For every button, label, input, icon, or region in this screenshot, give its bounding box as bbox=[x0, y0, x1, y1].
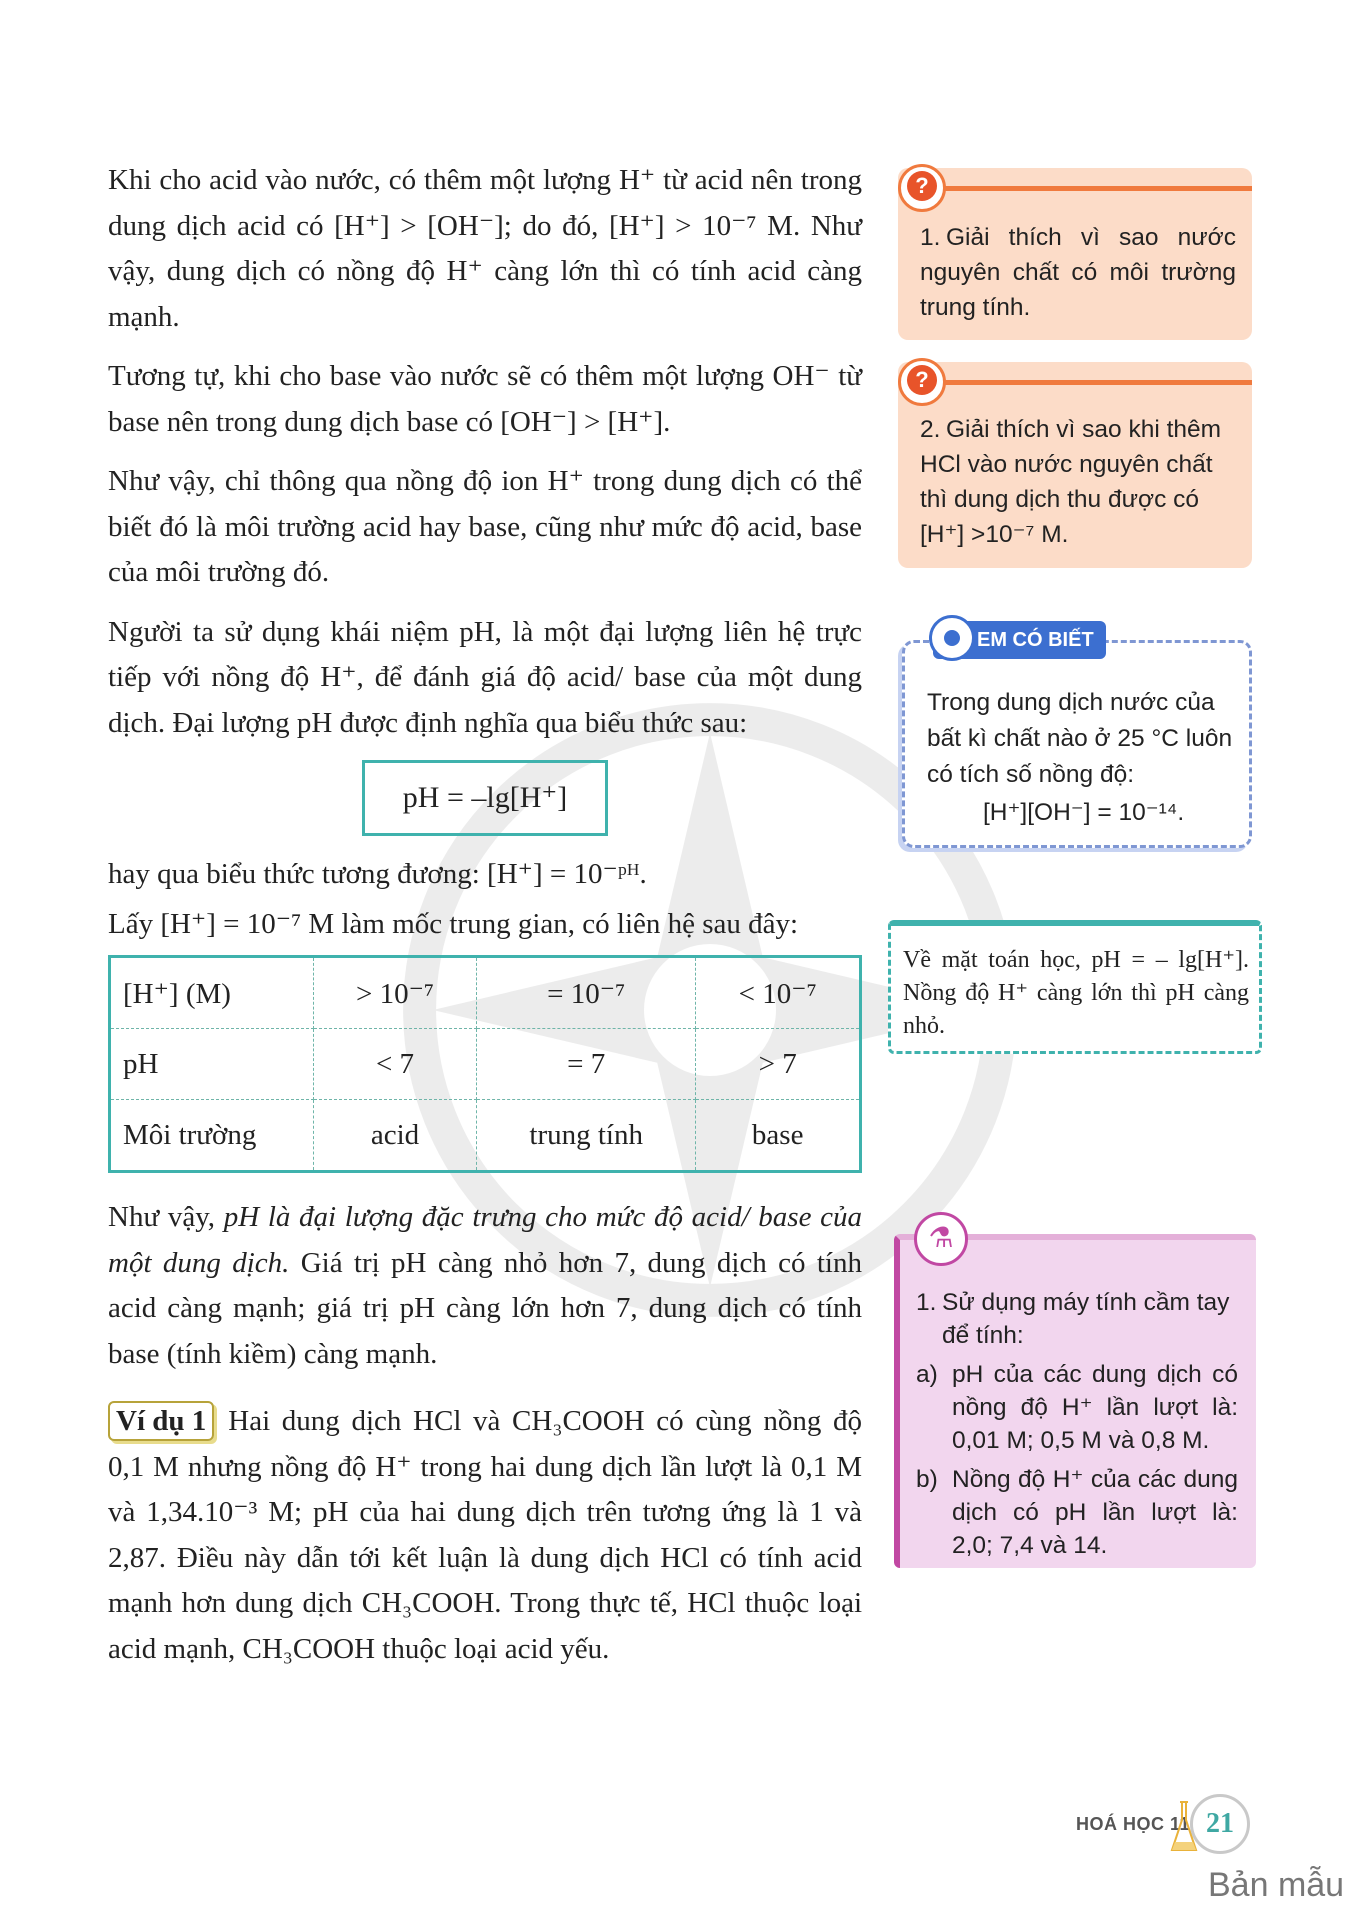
paragraph-base: Tương tự, khi cho base vào nước sẽ có thêm một lượng OH⁻ từ base nên trong dung dịch base có [OH⁻] > [H⁺]. bbox=[108, 360, 862, 438]
practice-text-b: Nồng độ H⁺ của các dung dịch có pH lần lượt là: 2,0; 7,4 và 14. bbox=[952, 1466, 1238, 1559]
question-body: Giải thích vì sao nước nguyên chất có môi trường trung tính. bbox=[920, 224, 1236, 321]
question-bar bbox=[938, 380, 1252, 385]
practice-intro bbox=[916, 1286, 1238, 1352]
paragraph-acid: Khi cho acid vào nước, có thêm một lượng H⁺ từ acid nên trong dung dịch acid có [H⁺] > [OH⁻]; do đó, [H⁺] > 10⁻⁷ M. Như vậy, dung dịch có nồng độ H⁺ càng lớn thì có tính acid càng mạnh. bbox=[108, 164, 862, 333]
question-bar bbox=[938, 186, 1252, 191]
example-label: Ví dụ 1 bbox=[108, 1401, 214, 1441]
question-number: 2. bbox=[920, 416, 941, 443]
table-cell: < 10⁻⁷ bbox=[696, 957, 861, 1029]
did-you-know-tag bbox=[933, 621, 1106, 659]
practice-text-a: pH của các dung dịch có nồng độ H⁺ lần lượt là: 0,01 M; 0,5 M và 0,8 M. bbox=[952, 1361, 1238, 1454]
question-number: 1. bbox=[920, 224, 941, 251]
did-you-know-text bbox=[927, 685, 1233, 831]
table-cell: > 7 bbox=[696, 1029, 861, 1100]
atom-icon bbox=[929, 615, 975, 661]
ph-formula-box: pH = –lg[H⁺] bbox=[362, 760, 608, 836]
practice-label-b: b) bbox=[916, 1466, 938, 1493]
example-text: Hai dung dịch HCl và CH₃COOH có cùng nồng độ 0,1 M nhưng nồng độ H⁺ trong hai dung dịch lần lượt là 0,1 M và 1,34.10⁻³ M; pH của hai dung dịch trên tương ứng là 1 và 2,87. Điều này dẫn tới kết luận là dung dịch HCl có tính acid mạnh hơn dung dịch CH₃COOH. Trong thực tế, HCl thuộc loại acid mạnh, CH₃COOH thuộc loại acid yếu. bbox=[108, 1405, 862, 1665]
practice-label-a: a) bbox=[916, 1361, 938, 1388]
sample-stamp: Bản mẫu bbox=[1208, 1866, 1345, 1904]
practice-item-a bbox=[916, 1358, 1238, 1457]
table-row bbox=[110, 957, 861, 1029]
practice-card bbox=[894, 1234, 1256, 1568]
ph-table bbox=[108, 955, 862, 1173]
table-cell: < 7 bbox=[314, 1029, 477, 1100]
page-number: 21 bbox=[1190, 1794, 1250, 1854]
math-note-card bbox=[888, 920, 1262, 1054]
paragraph-conclusion: Như vậy, chỉ thông qua nồng độ ion H⁺ trong dung dịch có thể biết đó là môi trường acid hay base, cũng như mức độ acid, base của môi trường đó. bbox=[108, 465, 862, 588]
table-cell: trung tính bbox=[477, 1100, 696, 1172]
practice-number: 1. bbox=[916, 1289, 937, 1316]
question-icon bbox=[898, 164, 946, 212]
did-you-know-formula: [H⁺][OH⁻] = 10⁻¹⁴. bbox=[983, 799, 1185, 826]
example-1 bbox=[108, 1399, 862, 1672]
table-cell: > 10⁻⁷ bbox=[314, 957, 477, 1029]
book-title: HOÁ HỌC 11 bbox=[1076, 1814, 1191, 1834]
paragraph-ph-definition: Người ta sử dụng khái niệm pH, là một đại lượng liên hệ trực tiếp với nồng độ H⁺, để đánh giá độ acid/ base của một dung dịch. Đại lượng pH được định nghĩa qua biểu thức sau: bbox=[108, 615, 862, 739]
flask-icon bbox=[914, 1212, 968, 1266]
table-cell: = 10⁻⁷ bbox=[477, 957, 696, 1029]
table-row bbox=[110, 1029, 861, 1100]
question-text bbox=[920, 412, 1236, 552]
practice-item-b bbox=[916, 1463, 1238, 1562]
ph-meaning-lead: Như vậy, bbox=[108, 1201, 224, 1233]
table-cell: base bbox=[696, 1100, 861, 1172]
question-text bbox=[920, 220, 1236, 325]
table-cell: acid bbox=[314, 1100, 477, 1172]
question-body: Giải thích vì sao khi thêm HCl vào nước nguyên chất thì dung dịch thu được có [H⁺] >10⁻⁷ M. bbox=[920, 416, 1222, 548]
question-card-1 bbox=[898, 168, 1252, 340]
table-cell: Môi trường bbox=[110, 1100, 314, 1172]
table-row bbox=[110, 1100, 861, 1172]
paragraph-reference: Lấy [H⁺] = 10⁻⁷ M làm mốc trung gian, có liên hệ sau đây: bbox=[108, 907, 799, 940]
practice-intro-text: Sử dụng máy tính cầm tay để tính: bbox=[942, 1289, 1230, 1349]
table-cell: = 7 bbox=[477, 1029, 696, 1100]
table-cell: pH bbox=[110, 1029, 314, 1100]
paragraph-ph-meaning bbox=[108, 1195, 862, 1377]
question-icon bbox=[898, 358, 946, 406]
ph-meaning-rest: Giá trị pH càng nhỏ hơn 7, dung dịch có tính acid càng mạnh; giá trị pH càng lớn hơn 7, dung dịch có tính base (tính kiềm) càng mạnh. bbox=[108, 1246, 862, 1370]
practice-text bbox=[916, 1286, 1238, 1562]
math-note-text: Về mặt toán học, pH = – lg[H⁺]. Nồng độ H⁺ càng lớn thì pH càng nhỏ. bbox=[903, 947, 1249, 1039]
table-cell: [H⁺] (M) bbox=[110, 957, 314, 1029]
question-card-2 bbox=[898, 362, 1252, 568]
paragraph-equivalent: hay qua biểu thức tương đương: [H⁺] = 10⁻ᵖᴴ. bbox=[108, 858, 647, 890]
ph-meaning-emphasis: pH là đại lượng đặc trưng cho mức độ acid/ base của một dung dịch. bbox=[108, 1201, 862, 1279]
did-you-know-label: EM CÓ BIẾT bbox=[977, 629, 1094, 651]
main-column bbox=[108, 158, 862, 1686]
did-you-know-card bbox=[902, 629, 1252, 848]
did-you-know-body: Trong dung dịch nước của bất kì chất nào ở 25 °C luôn có tích số nồng độ: bbox=[927, 689, 1233, 788]
